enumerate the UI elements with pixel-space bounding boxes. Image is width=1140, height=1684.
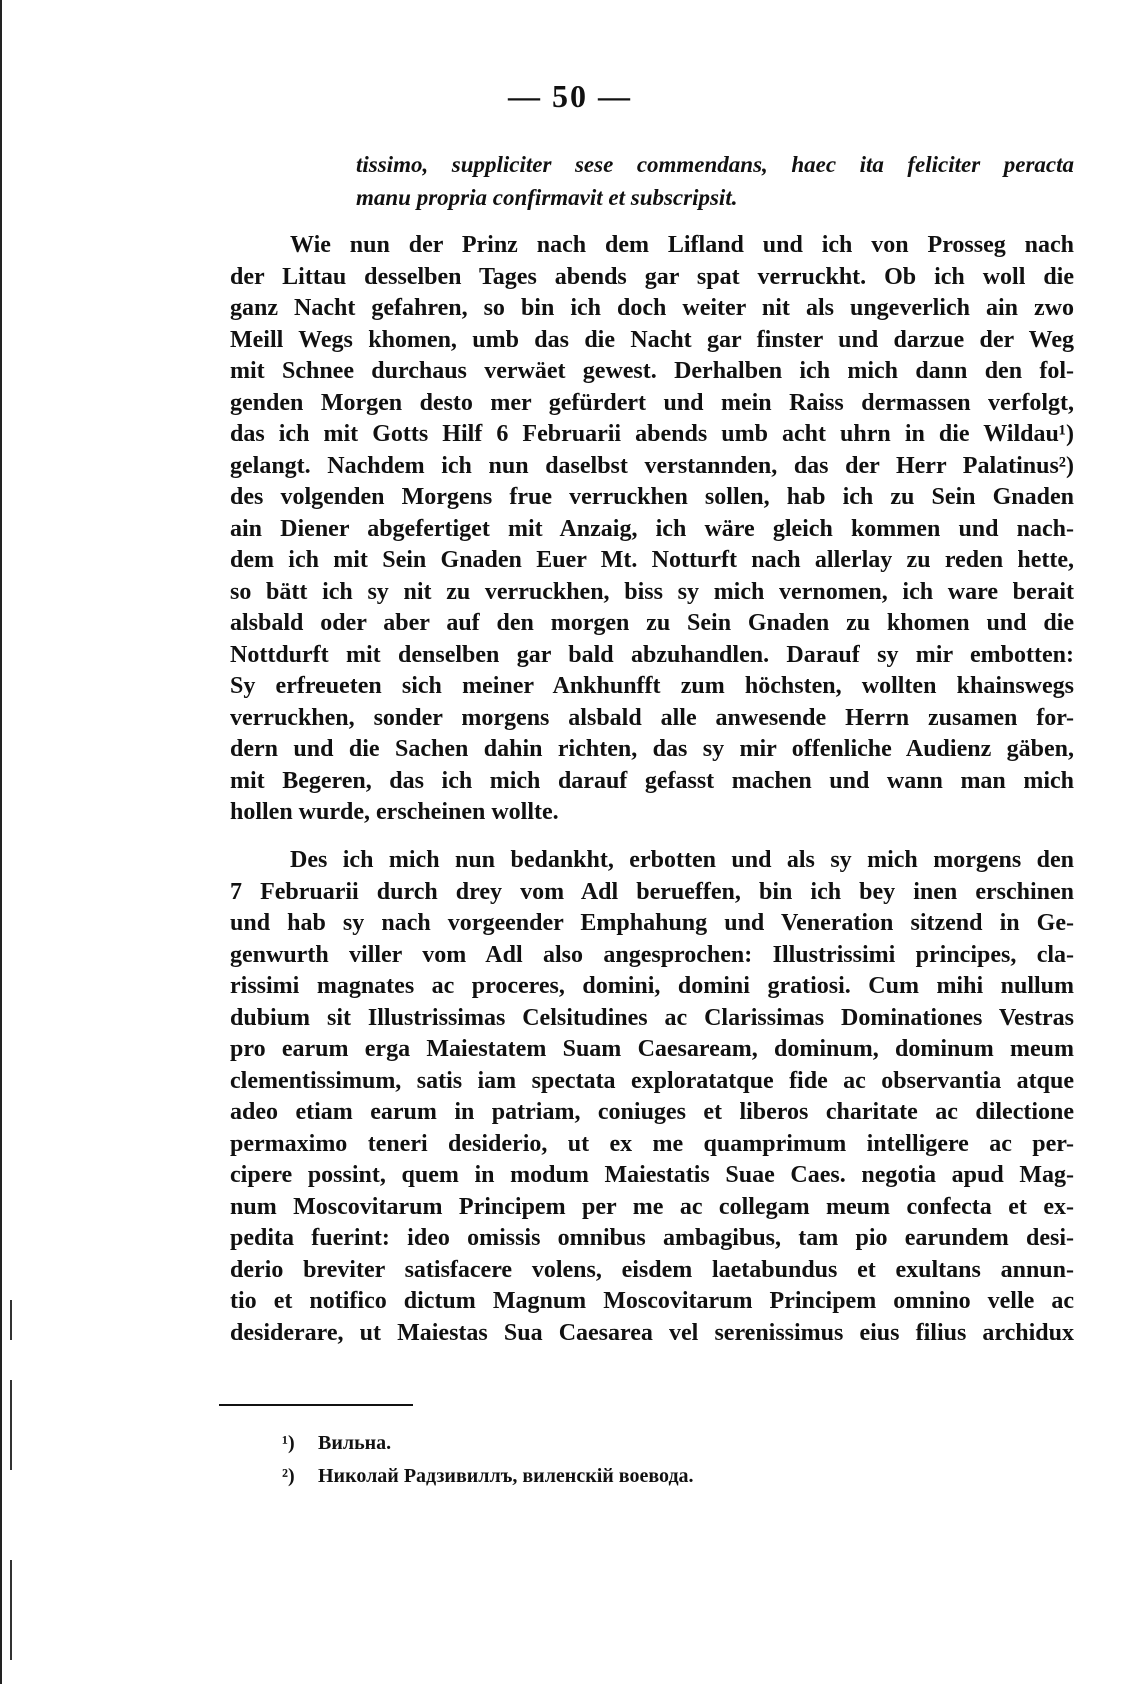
footnotes xyxy=(282,1427,694,1493)
footnote-mark: ¹) xyxy=(282,1432,295,1454)
text-line: Sy erfreueten sich meiner Ankhunfft zum höchsten, wollten khainswegs xyxy=(230,673,1074,699)
text-line: pedita fuerint: ideo omissis omnibus ambagibus, tam pio earundem desi- xyxy=(230,1225,1074,1251)
text-line: genwurth viller vom Adl also angesprochen: Illustrissimi principes, cla- xyxy=(230,941,1074,968)
text-line: tio et notifico dictum Magnum Moscovitarum Principem omnino velle ac xyxy=(230,1288,1074,1314)
text-line: ain Diener abgefertiget mit Anzaig, ich wäre gleich kommen und nach- xyxy=(230,515,1074,542)
footnote xyxy=(282,1460,694,1493)
text-line: Des ich mich nun bedankht, erbotten und als sy mich morgens den xyxy=(290,847,1074,873)
footnote-rule xyxy=(219,1404,413,1406)
text-line: hollen wurde, erscheinen wollte. xyxy=(230,799,559,825)
footnote-mark: ²) xyxy=(282,1465,295,1487)
scan-mark xyxy=(10,1300,12,1340)
text-line: Nottdurft mit denselben gar bald abzuhandlen. Darauf sy mir embotten: xyxy=(230,641,1074,668)
text-line: des volgenden Morgens frue verruckhen sollen, hab ich zu Sein Gnaden xyxy=(230,484,1074,510)
text-line: der Littau desselben Tages abends gar spat verruckht. Ob ich woll die xyxy=(230,263,1074,290)
text-line: manu propria confirmavit et subscripsit. xyxy=(356,185,738,210)
text-line: Wie nun der Prinz nach dem Lifland und ich von Prosseg nach xyxy=(290,232,1074,258)
page-number: — 50 — xyxy=(508,78,632,114)
footnote-text: Вильна. xyxy=(318,1432,392,1454)
text-line: num Moscovitarum Principem per me ac collegam meum confecta et ex- xyxy=(230,1193,1074,1220)
text-line: cipere possint, quem in modum Maiestatis Suae Caes. negotia apud Mag- xyxy=(230,1162,1074,1188)
footnote-text: Николай Радзивиллъ, виленскій воевода. xyxy=(318,1465,694,1487)
text-line: dem ich mit Sein Gnaden Euer Mt. Notturft nach allerlay zu reden hette, xyxy=(230,547,1074,573)
text-line: desiderare, ut Maiestas Sua Caesarea vel serenissimus eius filius archidux xyxy=(230,1319,1074,1346)
intro-text xyxy=(356,148,1074,214)
text-line: dubium sit Illustrissimas Celsitudines ac Clarissimas Dominationes Vestras xyxy=(230,1004,1074,1031)
text-line: genden Morgen desto mer gefürdert und mein Raiss dermassen verfolgt, xyxy=(230,389,1074,416)
text-line: clementissimum, satis iam spectata exploratatque fide ac observantia atque xyxy=(230,1067,1074,1094)
text-line: so bätt ich sy nit zu verruckhen, biss sy mich vernomen, ich ware berait xyxy=(230,578,1074,605)
text-line: das ich mit Gotts Hilf 6 Februarii abends umb acht uhrn in die Wildau¹) xyxy=(230,421,1074,447)
paragraph-2 xyxy=(230,845,1074,1349)
text-line: derio breviter satisfacere volens, eisdem laetabundus et exultans annun- xyxy=(230,1256,1074,1283)
text-line: alsbald oder aber auf den morgen zu Sein Gnaden zu khomen und die xyxy=(230,610,1074,636)
scan-mark xyxy=(10,1380,12,1470)
text-line: und hab sy nach vorgeender Emphahung und Veneration sitzend in Ge- xyxy=(230,910,1074,936)
text-line: mit Begeren, das ich mich darauf gefasst machen und wann man mich xyxy=(230,767,1074,794)
text-line: gelangt. Nachdem ich nun daselbst verstannden, das der Herr Palatinus²) xyxy=(230,452,1074,479)
text-line: mit Schnee durchaus verwäet gewest. Derhalben ich mich dann den fol- xyxy=(230,358,1074,384)
text-line: permaximo teneri desiderio, ut ex me quamprimum intelligere ac per- xyxy=(230,1130,1074,1157)
paragraph-1 xyxy=(230,230,1074,829)
text-line: dern und die Sachen dahin richten, das sy mir offenliche Audienz gäben, xyxy=(230,736,1074,762)
text-line: adeo etiam earum in patriam, coniuges et liberos charitate ac dilectione xyxy=(230,1099,1074,1125)
text-line: verruckhen, sonder morgens alsbald alle anwesende Herrn zusamen for- xyxy=(230,704,1074,731)
text-line: pro earum erga Maiestatem Suam Caesaream, dominum, dominum meum xyxy=(230,1036,1074,1062)
text-line: Meill Wegs khomen, umb das die Nacht gar finster und darzue der Weg xyxy=(230,326,1074,353)
text-line: rissimi magnates ac proceres, domini, domini gratiosi. Cum mihi nullum xyxy=(230,973,1074,999)
scan-edge xyxy=(0,0,18,1684)
text-line: 7 Februarii durch drey vom Adl berueffen, bin ich bey inen erschinen xyxy=(230,878,1074,905)
scan-mark xyxy=(10,1560,12,1660)
text-line: ganz Nacht gefahren, so bin ich doch weiter nit als ungeverlich ain zwo xyxy=(230,295,1074,321)
text-line: tissimo, suppliciter sese commendans, haec ita feliciter peracta xyxy=(356,152,1074,177)
footnote xyxy=(282,1427,694,1460)
